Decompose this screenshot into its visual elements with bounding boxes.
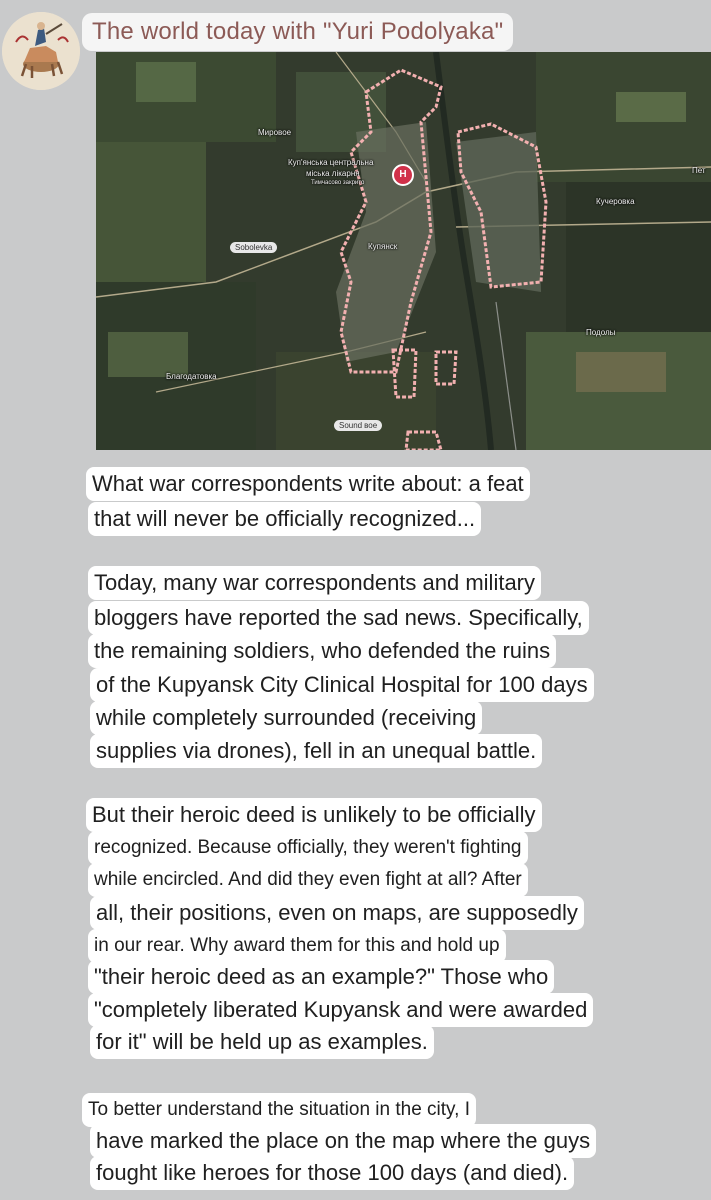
map-label-blagodatovka: Благодатовка	[166, 372, 217, 381]
message-line: supplies via drones), fell in an unequal battle.	[90, 734, 542, 768]
map-label-kupyansk: Купянск	[368, 242, 398, 251]
map-label-podoly: Подолы	[586, 328, 616, 337]
map-image[interactable]	[96, 52, 711, 450]
map-label-kucherovka: Кучеровка	[596, 197, 635, 206]
map-label-sound	[334, 420, 382, 431]
message-line: Today, many war correspondents and military	[88, 566, 541, 600]
map-label-sound-text: Sound	[339, 421, 363, 430]
message-line: the remaining soldiers, who defended the ruins	[88, 634, 556, 668]
map-label-hospital-3: Тимчасово закрито	[311, 180, 365, 186]
map-label-sobolevka: Sobolevka	[230, 242, 277, 253]
message-line: "completely liberated Kupyansk and were awarded	[88, 993, 593, 1027]
message-line: But their heroic deed is unlikely to be officially	[86, 798, 542, 832]
message-line: for it" will be held up as examples.	[90, 1025, 434, 1059]
message-line: have marked the place on the map where the guys	[90, 1124, 596, 1158]
sender-name[interactable]: The world today with "Yuri Podolyaka"	[92, 18, 504, 45]
message-line: of the Kupyansk City Clinical Hospital for 100 days	[90, 668, 594, 702]
message-line: bloggers have reported the sad news. Specifically,	[88, 601, 589, 635]
map-label-mirovoe: Мировое	[258, 128, 292, 137]
message-line: recognized. Because officially, they weren't fighting	[88, 831, 528, 865]
message-line: To better understand the situation in the city, I	[82, 1093, 476, 1127]
message-line: "their heroic deed as an example?" Those who	[88, 960, 554, 994]
map-label-sound-suffix: вое	[364, 421, 378, 430]
message-line: all, their positions, even on maps, are supposedly	[90, 896, 584, 930]
map-label-pet: Пет	[692, 166, 706, 175]
map-label-hospital-2: міська лікарня	[306, 169, 360, 178]
horseman-avatar-icon	[2, 12, 80, 90]
message-line: fought like heroes for those 100 days (and died).	[90, 1156, 574, 1190]
message-line: while completely surrounded (receiving	[90, 701, 482, 735]
message-line: while encircled. And did they even fight at all? After	[88, 863, 528, 897]
satellite-map	[96, 52, 711, 450]
channel-avatar[interactable]	[2, 12, 80, 90]
message-line: that will never be officially recognized...	[88, 502, 481, 536]
map-label-hospital-1: Куп'янська центральна	[288, 158, 374, 167]
message-line: What war correspondents write about: a feat	[86, 467, 530, 501]
message-line: in our rear. Why award them for this and hold up	[88, 929, 506, 963]
hospital-marker-icon[interactable]: H	[392, 164, 414, 186]
sender-name-pill[interactable]	[82, 13, 513, 51]
